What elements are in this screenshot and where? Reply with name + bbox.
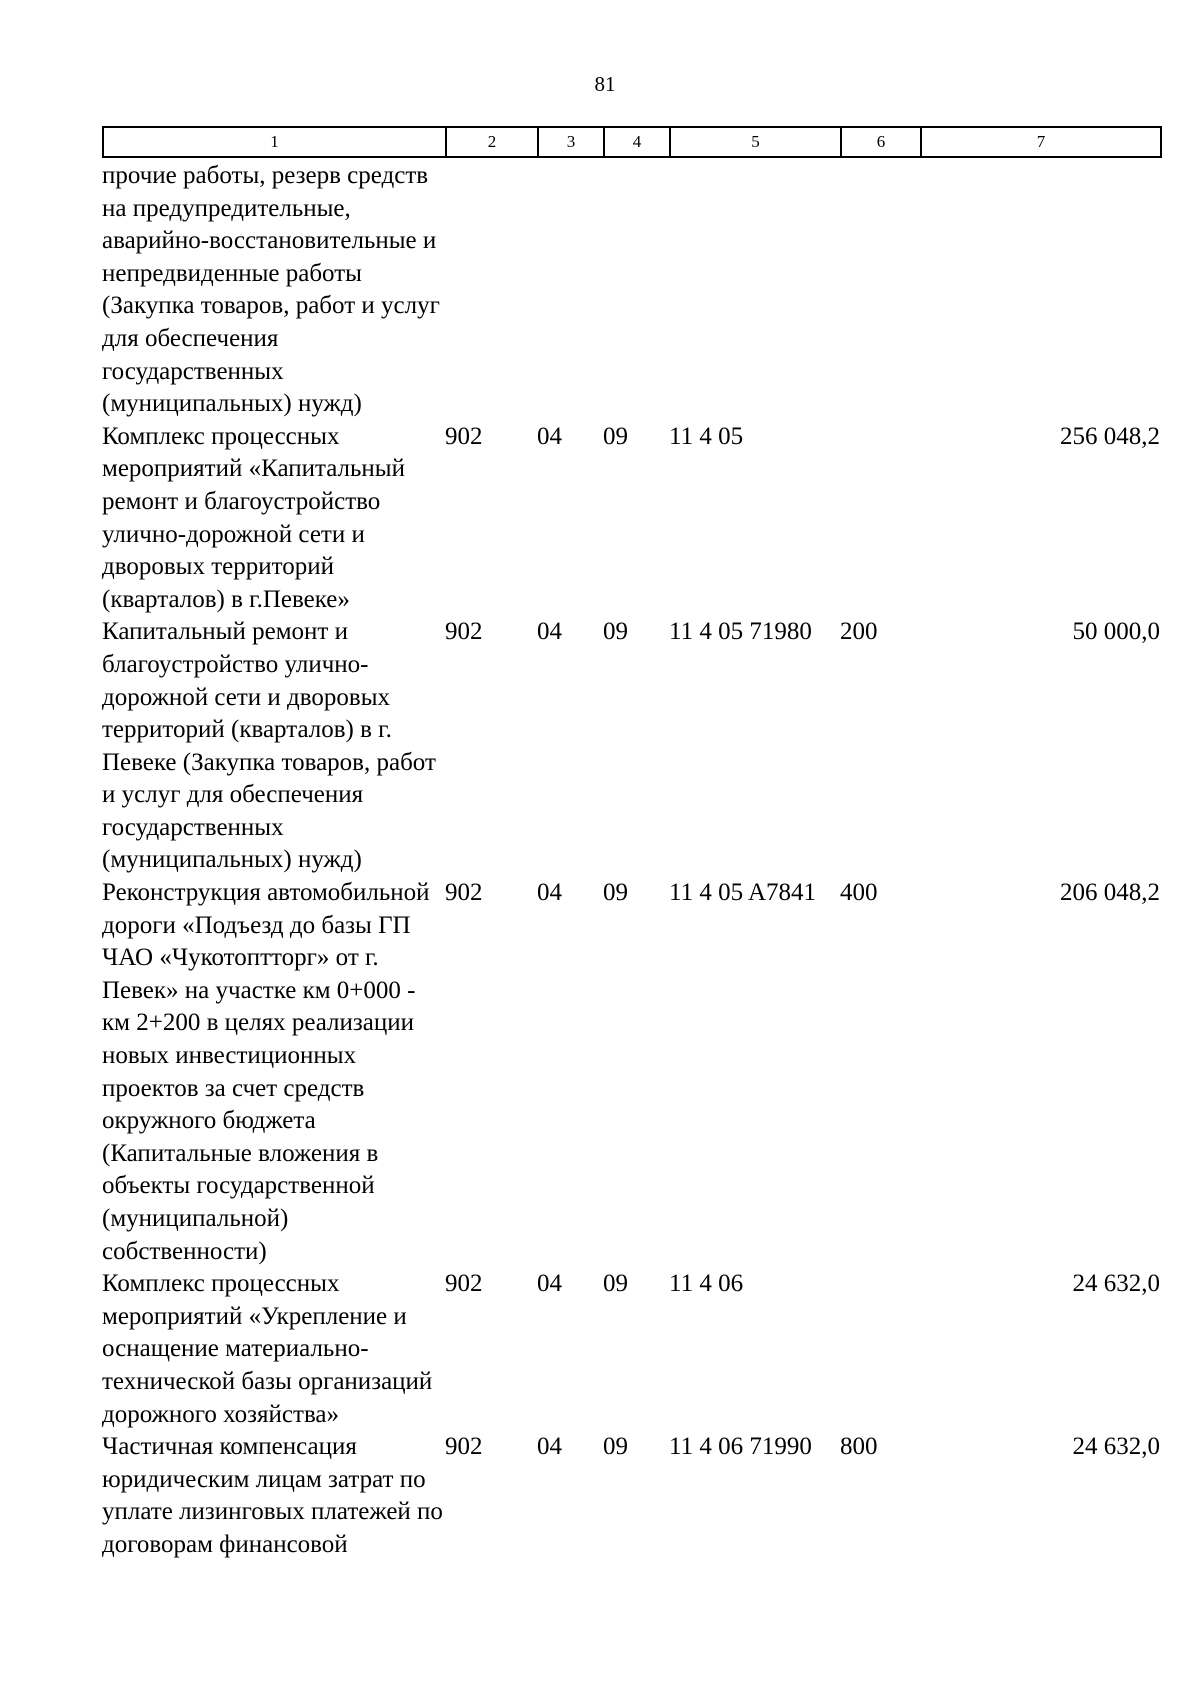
column-number-cell: 3	[538, 127, 604, 157]
target-article: 11 4 06 71990	[669, 1433, 812, 1461]
row-description: Частичная компенсация юридическим лицам затрат по уплате лизинговых платежей по договорам финансовой	[102, 1433, 443, 1558]
column-number-cell: 4	[604, 127, 670, 157]
expense-type: 200	[840, 618, 878, 646]
admin-code: 902	[445, 618, 483, 646]
table-row	[102, 1268, 1160, 1431]
subsection-code: 09	[603, 879, 628, 907]
row-description: Комплекс процессных мероприятий «Капитальный ремонт и благоустройство улично-дорожной сети и дворовых территорий (кварталов) в г.Певеке»	[102, 422, 405, 613]
admin-code: 902	[445, 422, 483, 450]
subsection-code	[603, 160, 669, 421]
subsection-code: 09	[603, 422, 628, 450]
amount	[920, 160, 1160, 421]
expense-type	[840, 421, 920, 617]
amount: 24 632,0	[1072, 1270, 1160, 1298]
admin-code	[445, 160, 537, 421]
column-number-cell: 2	[446, 127, 538, 157]
subsection-code: 09	[603, 618, 628, 646]
row-description: Комплекс процессных мероприятий «Укрепление и оснащение материально-технической базы организаций дорожного хозяйства»	[102, 1270, 433, 1428]
table-row	[102, 877, 1160, 1268]
section-code: 04	[537, 1433, 562, 1461]
budget-table	[102, 160, 1160, 1562]
expense-type: 800	[840, 1433, 878, 1461]
target-article: 11 4 06	[669, 1270, 744, 1298]
target-article: 11 4 05 A7841	[669, 879, 816, 907]
table-row	[102, 160, 1160, 421]
row-description: Реконструкция автомобильной дороги «Подъезд до базы ГП ЧАО «Чукотоптторг» от г. Певек» на участке км 0+000 - км 2+200 в целях реализации новых инвестиционных проектов за счет средств окружного бюджета (Капитальные вложения в объекты государственной (муниципальной) собственности)	[102, 879, 430, 1265]
subsection-code: 09	[603, 1433, 628, 1461]
admin-code: 902	[445, 1270, 483, 1298]
column-number-cell: 5	[670, 127, 841, 157]
target-article	[669, 160, 840, 421]
admin-code: 902	[445, 1433, 483, 1461]
section-code: 04	[537, 879, 562, 907]
column-number-cell: 1	[103, 127, 446, 157]
target-article: 11 4 05 71980	[669, 618, 812, 646]
table-row	[102, 616, 1160, 877]
section-code: 04	[537, 618, 562, 646]
expense-type	[840, 1268, 920, 1431]
expense-type	[840, 160, 920, 421]
section-code	[537, 160, 603, 421]
column-number-cell: 7	[921, 127, 1161, 157]
section-code: 04	[537, 1270, 562, 1298]
expense-type: 400	[840, 879, 878, 907]
column-number-row	[103, 127, 1161, 157]
row-description: прочие работы, резерв средств на предупредительные, аварийно-восстановительные и непредвиденные работы (Закупка товаров, работ и услуг для обеспечения государственных (муниципальных) нужд)	[102, 162, 440, 418]
column-number-header	[102, 126, 1162, 158]
subsection-code: 09	[603, 1270, 628, 1298]
amount: 256 048,2	[1060, 422, 1160, 450]
amount: 24 632,0	[1072, 1433, 1160, 1461]
amount: 206 048,2	[1060, 879, 1160, 907]
column-number-cell: 6	[841, 127, 921, 157]
target-article: 11 4 05	[669, 422, 744, 450]
admin-code: 902	[445, 879, 483, 907]
table-row	[102, 1431, 1160, 1561]
table-row	[102, 421, 1160, 617]
page-number: 81	[594, 72, 616, 96]
section-code: 04	[537, 422, 562, 450]
row-description: Капитальный ремонт и благоустройство улично-дорожной сети и дворовых территорий (кварталов) в г. Певеке (Закупка товаров, работ и услуг для обеспечения государственных (муниципальных) нужд)	[102, 618, 436, 874]
amount: 50 000,0	[1072, 618, 1160, 646]
